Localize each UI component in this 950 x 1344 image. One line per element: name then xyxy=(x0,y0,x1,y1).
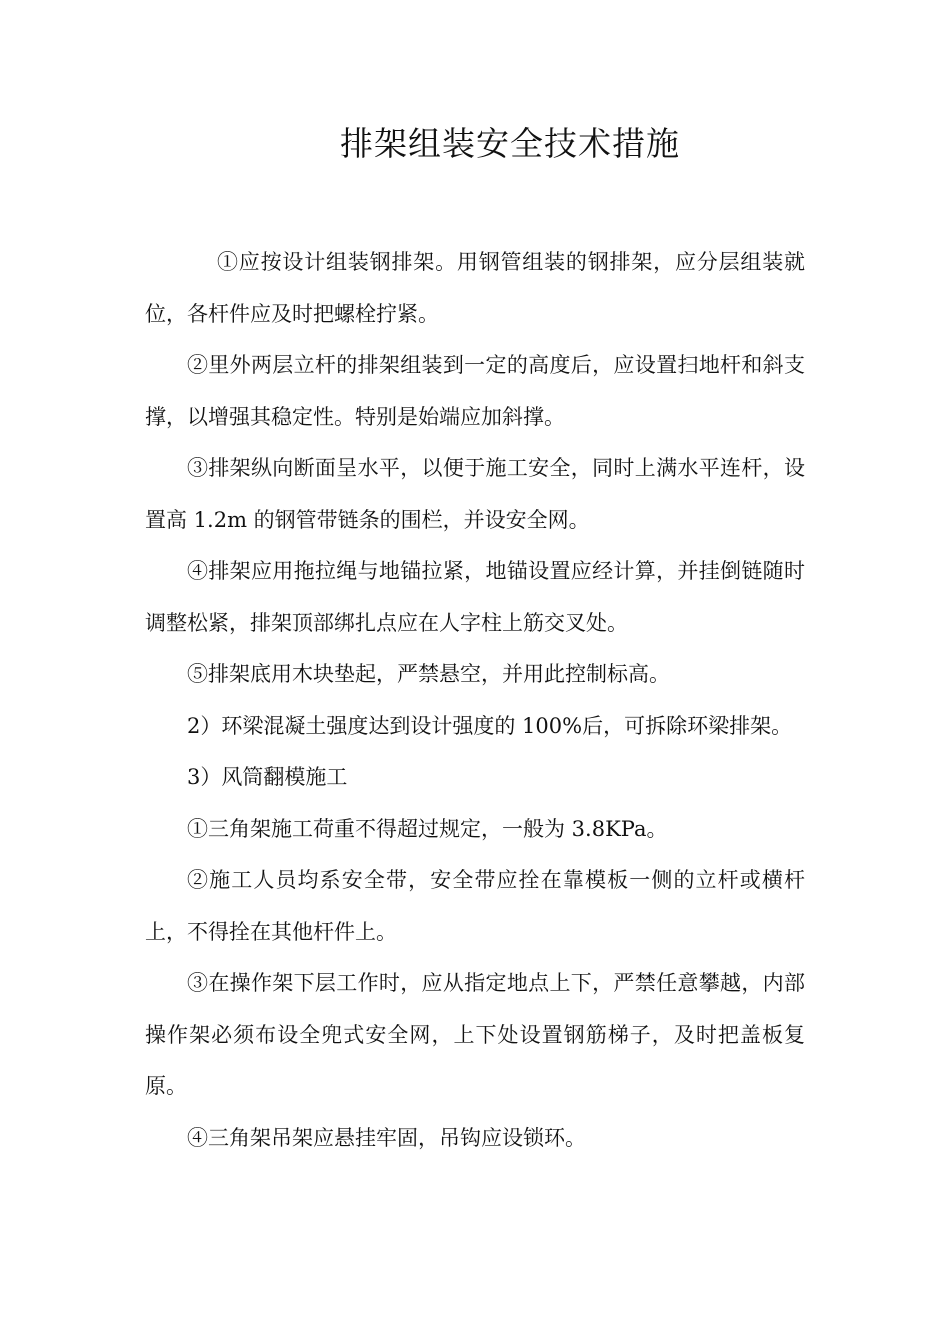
paragraph-8: ①三角架施工荷重不得超过规定，一般为 3.8KPa。 xyxy=(187,816,668,841)
paragraph-6: 2）环梁混凝土强度达到设计强度的 100%后，可拆除环梁排架。 xyxy=(187,713,793,738)
paragraph-3: ③排架纵向断面呈水平，以便于施工安全，同时上满水平连杆，设置高 1.2m 的钢管带链条的围栏，并设安全网。 xyxy=(145,456,805,532)
document-title: 排架组装安全技术措施 xyxy=(340,124,680,163)
paragraph-1: ①应按设计组装钢排架。用钢管组装的钢排架，应分层组装就位，各杆件应及时把螺栓拧紧。 xyxy=(145,250,805,326)
paragraph-4: ④排架应用拖拉绳与地锚拉紧，地锚设置应经计算，并挂倒链随时调整松紧，排架顶部绑扎点应在人字柱上筋交叉处。 xyxy=(145,559,805,635)
paragraph-5: ⑤排架底用木块垫起，严禁悬空，并用此控制标高。 xyxy=(187,662,670,686)
paragraph-2: ②里外两层立杆的排架组装到一定的高度后，应设置扫地杆和斜支撑，以增强其稳定性。特别是始端应加斜撑。 xyxy=(145,353,805,429)
paragraph-10: ③在操作架下层工作时，应从指定地点上下，严禁任意攀越，内部操作架必须布设全兜式安全网，上下处设置钢筋梯子，及时把盖板复原。 xyxy=(145,971,805,1098)
paragraph-9: ②施工人员均系安全带，安全带应拴在靠模板一侧的立杆或横杆上，不得拴在其他杆件上。 xyxy=(145,868,805,944)
section-heading-3: 3）风筒翻模施工 xyxy=(187,765,348,789)
paragraph-11: ④三角架吊架应悬挂牢固，吊钩应设锁环。 xyxy=(187,1125,586,1150)
document-body xyxy=(145,237,805,1164)
